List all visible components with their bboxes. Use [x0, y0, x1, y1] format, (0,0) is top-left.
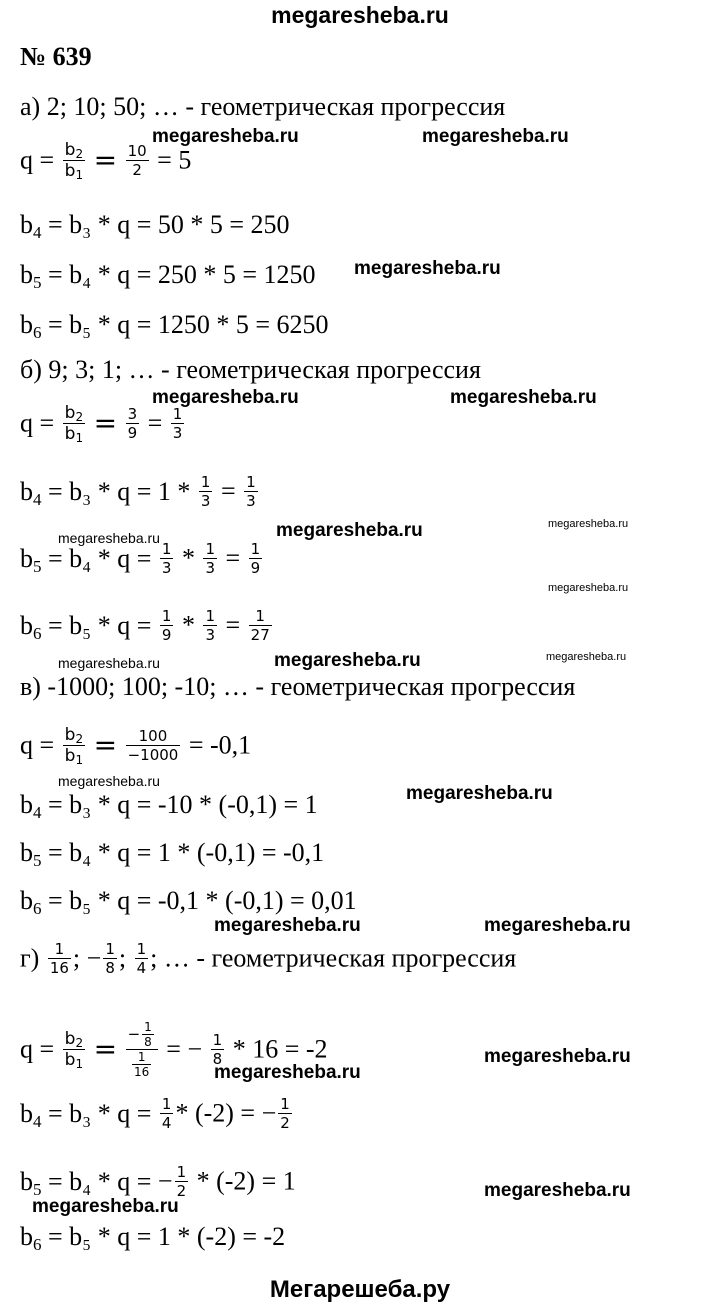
part-g-b5: $b_5 = b_4 * q$ = − $\frac{1}{2}$ * (-2) = 1 — [20, 1163, 296, 1200]
watermark: megaresheba.ru — [152, 126, 299, 147]
watermark: megaresheba.ru — [214, 1062, 361, 1083]
watermark: megaresheba.ru — [58, 655, 160, 671]
watermark: megaresheba.ru — [548, 518, 629, 530]
b2-over-b1-fraction: $\frac{b_2}{b_1}$ — [64, 1029, 84, 1071]
part-a-b5: $b_5 = b_4 * q = 250 * 5 = 1250$ — [20, 260, 316, 292]
part-b-b5: $b_5 = b_4 * q$ = $\frac{1}{3}$ * $\frac{1}{3}$ = $\frac{1}{9}$ — [20, 540, 261, 577]
part-b-b4: $b_4 = b_3 * q = 1$ * $\frac{1}{3}$ = $\frac{1}{3}$ — [20, 473, 256, 510]
part-v-q-formula: q = $\frac{b_2}{b_1}$ = $\frac{100}{-1000}$ = -0,1 — [20, 725, 252, 767]
watermark: megaresheba.ru — [484, 1180, 631, 1201]
watermark: megaresheba.ru — [58, 530, 160, 546]
part-v-b6: $b_6 = b_5 * q = -0,1 * (-0,1) = 0,01$ — [20, 886, 357, 918]
b2-over-b1-fraction: $\frac{b_2}{b_1}$ — [64, 403, 84, 445]
complex-fraction: − $\frac{1}{8}$ $\frac{1}{16}$ — [126, 1020, 158, 1079]
watermark: megaresheba.ru — [152, 387, 299, 408]
site-header[interactable]: megaresheba.ru — [271, 2, 449, 28]
part-b-b6: $b_6 = b_5 * q$ = $\frac{1}{9}$ * $\frac{1}{3}$ = $\frac{1}{27}$ — [20, 607, 270, 644]
watermark: megaresheba.ru — [484, 1046, 631, 1067]
part-g-heading: г) $\frac{1}{16}$ ; − $\frac{1}{8}$ ; $\frac{1}{4}$ ; … - геометрическая прогрессия — [20, 940, 517, 977]
part-b-heading: б) 9; 3; 1; … - геометрическая прогрессия — [20, 355, 481, 384]
site-footer[interactable]: Мегарешеба.ру — [269, 1276, 451, 1303]
part-g-b4: $b_4 = b_3 * q$ = $\frac{1}{4}$ * (-2) = − $\frac{1}{2}$ — [20, 1095, 290, 1132]
b2-over-b1-fraction: $\frac{b_2}{b_1}$ — [64, 725, 84, 767]
part-g-b6: $b_6 = b_5 * q = 1 * (-2) = -2$ — [20, 1222, 286, 1254]
part-g-q-formula: q = $\frac{b_2}{b_1}$ = − $\frac{1}{8}$ $\frac{1}{16}$ = − $\frac{1}{8}$ * 16 = -2 — [20, 1020, 328, 1079]
part-a-heading: а) 2; 10; 50; … - геометрическая прогрессия — [20, 92, 506, 121]
watermark: megaresheba.ru — [484, 915, 631, 936]
q-value-fraction: $\frac{10}{2}$ — [127, 142, 147, 179]
watermark: megaresheba.ru — [276, 520, 423, 541]
part-v-b4: $b_4 = b_3 * q = -10 * (-0,1) = 1$ — [20, 790, 318, 822]
part-v-b5: $b_5 = b_4 * q = 1 * (-0,1) = -0,1$ — [20, 838, 325, 870]
part-a-b4: $b_4 = b_3 * q = 50 * 5 = 250$ — [20, 210, 290, 242]
watermark: megaresheba.ru — [32, 1196, 179, 1217]
watermark: megaresheba.ru — [450, 387, 597, 408]
watermark: megaresheba.ru — [274, 650, 421, 671]
watermark: megaresheba.ru — [548, 582, 629, 594]
watermark: megaresheba.ru — [406, 783, 553, 804]
b2-over-b1-fraction: $\frac{b_2}{b_1}$ — [64, 140, 84, 182]
part-v-heading: в) -1000; 100; -10; … - геометрическая прогрессия — [20, 672, 576, 701]
part-b-q-formula: q = $\frac{b_2}{b_1}$ = $\frac{3}{9}$ = $\frac{1}{3}$ — [20, 403, 183, 445]
task-number: № 639 — [20, 42, 92, 71]
watermark: megaresheba.ru — [546, 651, 627, 663]
part-a-b6: $b_6 = b_5 * q = 1250 * 5 = 6250$ — [20, 310, 329, 342]
part-a-q-formula: q = $\frac{b_2}{b_1}$ = $\frac{10}{2}$ = 5 — [20, 140, 192, 182]
watermark: megaresheba.ru — [422, 126, 569, 147]
watermark: megaresheba.ru — [58, 773, 160, 789]
watermark: megaresheba.ru — [354, 258, 501, 279]
watermark: megaresheba.ru — [214, 915, 361, 936]
